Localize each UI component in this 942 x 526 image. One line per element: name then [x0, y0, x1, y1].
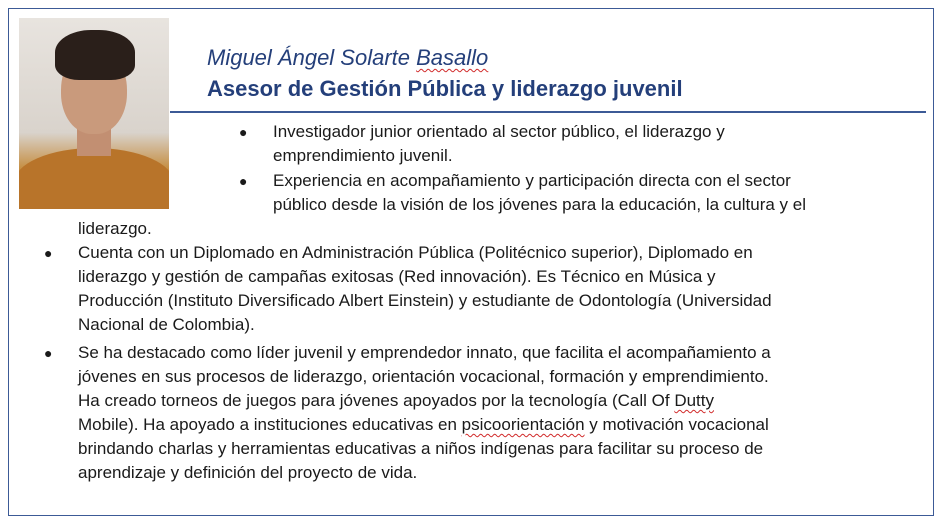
- bullet-line: Cuenta con un Diplomado en Administración Pública (Politécnico superior), Diplomado en: [78, 243, 753, 262]
- bullet-dot: ●: [239, 124, 248, 140]
- header-divider: [170, 111, 926, 113]
- bullet-line: brindando charlas y herramientas educativas a niños indígenas para facilitar su proceso de: [78, 439, 764, 458]
- bullet-line: aprendizaje y definición del proyecto de vida.: [78, 463, 418, 482]
- person-name: Miguel Ángel Solarte Basallo: [207, 45, 489, 70]
- spellcheck-underline: Basallo: [416, 45, 489, 70]
- spellcheck-underline: psicoorientación: [461, 415, 585, 434]
- bullet-line: emprendimiento juvenil.: [273, 146, 453, 165]
- person-role: Asesor de Gestión Pública y liderazgo juvenil: [207, 76, 683, 101]
- bullet-line: Mobile). Ha apoyado a instituciones educativas en psicoorientación y motivación vocacional: [78, 415, 769, 434]
- bullet-line: jóvenes en sus procesos de liderazgo, orientación vocacional, formación y emprendimiento.: [78, 367, 769, 386]
- bullet-line: Se ha destacado como líder juvenil y emprendedor innato, que facilita el acompañamiento a: [78, 343, 771, 362]
- bullet-line: Nacional de Colombia).: [78, 315, 255, 334]
- spellcheck-underline: Dutty: [674, 391, 714, 410]
- bullet-dot: ●: [239, 173, 248, 189]
- bullet-line: Experiencia en acompañamiento y participación directa con el sector: [273, 171, 791, 190]
- bullet-line: liderazgo y gestión de campañas exitosas (Red innovación). Es Técnico en Música y: [78, 267, 716, 286]
- profile-photo: [19, 18, 169, 209]
- bullet-dot: ●: [44, 245, 53, 261]
- bullet-line: Producción (Instituto Diversificado Albert Einstein) y estudiante de Odontología (Universidad: [78, 291, 772, 310]
- bullet-line: liderazgo.: [78, 219, 152, 238]
- bullet-line: público desde la visión de los jóvenes para la educación, la cultura y el: [273, 195, 806, 214]
- bullet-line: Investigador junior orientado al sector público, el liderazgo y: [273, 122, 725, 141]
- bullet-line: Ha creado torneos de juegos para jóvenes apoyados por la tecnología (Call Of Dutty: [78, 391, 714, 410]
- bullet-dot: ●: [44, 345, 53, 361]
